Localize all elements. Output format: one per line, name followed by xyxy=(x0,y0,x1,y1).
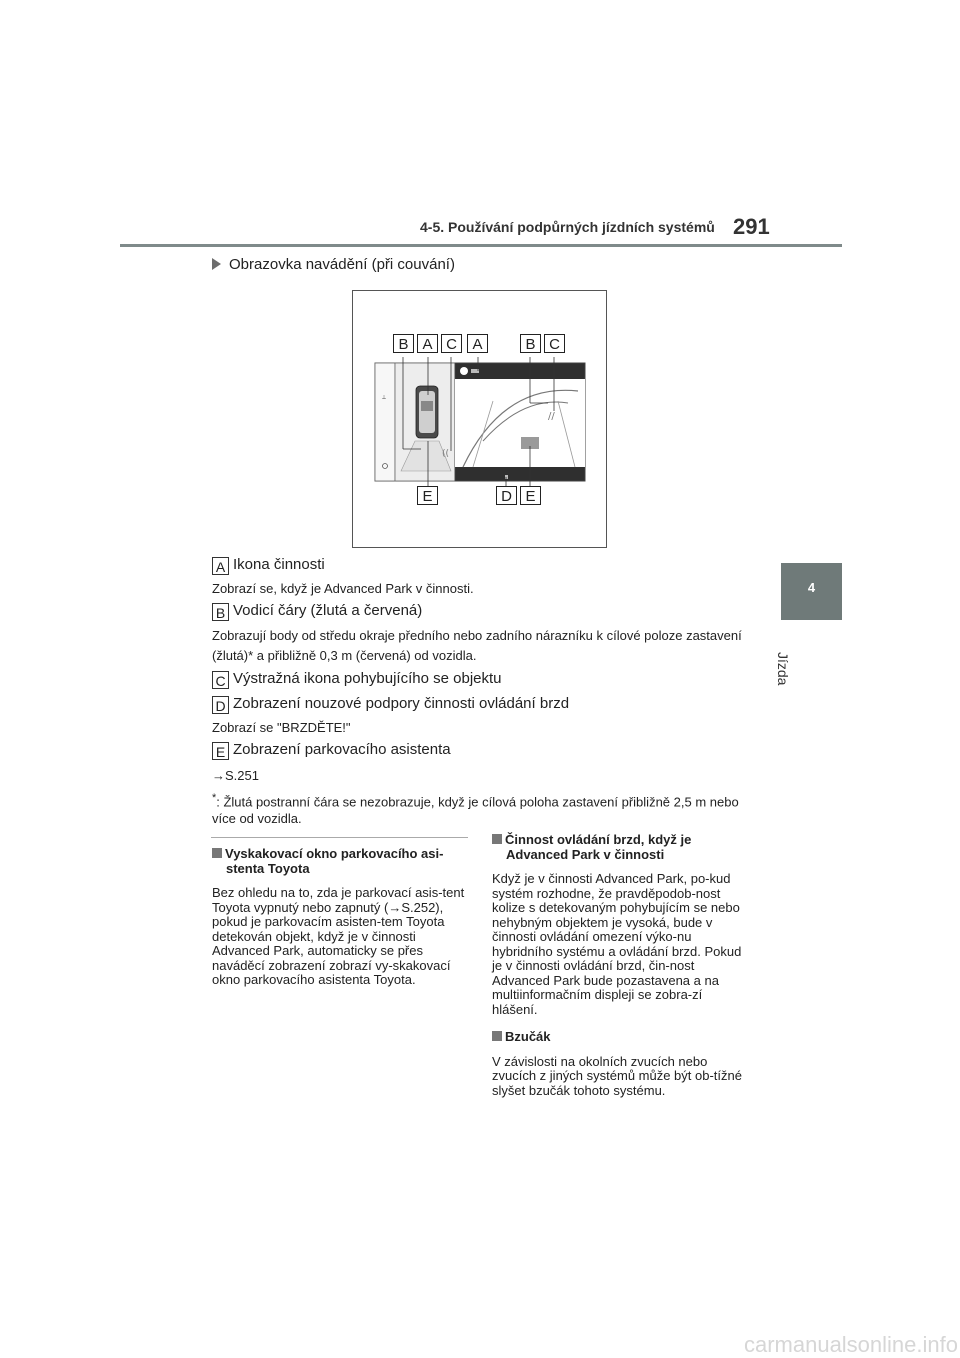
left-column-title-text: Vyskakovací okno parkovacího asi-stenta Toyota xyxy=(225,846,444,876)
figure-label-c: C xyxy=(441,334,462,353)
square-bullet-icon xyxy=(212,848,222,858)
figure-label-d: D xyxy=(496,486,517,505)
item-title-text: Zobrazení parkovacího asistenta xyxy=(233,741,451,758)
footnote-mark: * xyxy=(212,792,217,804)
badge-e: E xyxy=(212,742,229,760)
page-number: 291 xyxy=(733,214,770,239)
right-section-1-title xyxy=(492,833,750,862)
right-column xyxy=(492,833,750,1098)
section-title: 4-5. Používání podpůrných jízdních systémů xyxy=(420,219,715,235)
figure-label-b: B xyxy=(520,334,541,353)
left-column xyxy=(212,847,467,988)
square-bullet-icon xyxy=(492,1031,502,1041)
badge-d: D xyxy=(212,696,229,714)
watermark-text: carmanualsonline.info xyxy=(743,1332,958,1357)
column-rule xyxy=(211,837,468,838)
figure-label-b: B xyxy=(393,334,414,353)
left-column-body: Bez ohledu na to, zda je parkovací asis-tent Toyota vypnutý nebo zapnutý (→S.252), pokud je parkovacím asisten-tem Toyota detekován objekt, když je v činnosti Advanced Park, automaticky se přes naváděcí zobrazení zobrazí vy-skakovací okno parkovacího asistenta Toyota. xyxy=(212,885,465,987)
item-a-desc: Zobrazí se, když je Advanced Park v činnosti. xyxy=(212,581,474,596)
header-rule xyxy=(120,244,842,247)
item-b-desc: Zobrazují body od středu okraje předního nebo zadního nárazníku k cílové poloze zastavení (žlutá)* a přibližně 0,3 m (červená) od vozidla. xyxy=(212,628,742,663)
triangle-bullet-icon xyxy=(212,258,221,270)
item-a-title xyxy=(212,556,325,575)
item-title-text: Vodicí čáry (žlutá a červená) xyxy=(233,602,423,619)
right-section-2-body: V závislosti na okolních zvucích nebo zvucích z jiných systémů může být ob-tížné slyšet bzučák tohoto systému. xyxy=(492,1053,742,1098)
chapter-label-text: Jízda xyxy=(775,652,791,686)
item-b-title xyxy=(212,602,422,621)
figure-label-e: E xyxy=(520,486,541,505)
chapter-label xyxy=(775,632,842,692)
figure-heading-text: Obrazovka navádění (při couvání) xyxy=(229,256,455,273)
figure-label-a: A xyxy=(417,334,438,353)
guidance-screen-figure xyxy=(352,290,607,548)
right-section-2-title xyxy=(492,1030,750,1045)
item-e-title xyxy=(212,741,451,760)
right-section-1-body: Když je v činnosti Advanced Park, po-kud systém rozhodne, že pravděpodob-nost kolize s detekovaným pohybujícím se nebo nehybným objektem je vysoká, bude v činnosti ovládání omezení výko-nu hybridního systému a ovládání brzd. Pokud je v činnosti ovládání brzd, čin-nost Advanced Park bude pozastavena a na multiinformačním displeji se zobra-zí hlášení. xyxy=(492,871,742,1017)
item-title-text: Výstražná ikona pohybujícího se objektu xyxy=(233,670,502,687)
item-title-text: Zobrazení nouzové podpory činnosti ovládání brzd xyxy=(233,695,570,712)
item-d-title xyxy=(212,695,569,714)
left-column-title xyxy=(212,847,467,876)
footnote xyxy=(212,790,752,827)
square-bullet-icon xyxy=(492,834,502,844)
figure-label-e: E xyxy=(417,486,438,505)
footnote-text: : Žlutá postranní čára se nezobrazuje, když je cílová poloha zastavení přibližně 2,5 m nebo více od vozidla. xyxy=(212,794,739,827)
right-section-1-title-text: Činnost ovládání brzd, když je Advanced Park v činnosti xyxy=(505,832,692,862)
svg-text:⟂: ⟂ xyxy=(382,394,387,401)
svg-text://: // xyxy=(548,411,555,422)
svg-text:((: (( xyxy=(442,449,450,459)
figure-heading xyxy=(212,256,455,273)
badge-b: B xyxy=(212,603,229,621)
badge-a: A xyxy=(212,557,229,575)
item-title-text: Ikona činnosti xyxy=(233,556,325,573)
figure-label-c: C xyxy=(544,334,565,353)
chapter-number: 4 xyxy=(807,580,816,595)
guidance-screen-illustration xyxy=(353,291,606,547)
right-section-2-title-text: Bzučák xyxy=(505,1029,551,1044)
item-e-desc: →S.251 xyxy=(212,768,259,783)
item-c-title xyxy=(212,670,502,689)
footer-watermark xyxy=(0,1332,960,1358)
figure-label-a: A xyxy=(467,334,488,353)
item-d-desc: Zobrazí se "BRZDĚTE!" xyxy=(212,720,351,735)
badge-c: C xyxy=(212,671,229,689)
